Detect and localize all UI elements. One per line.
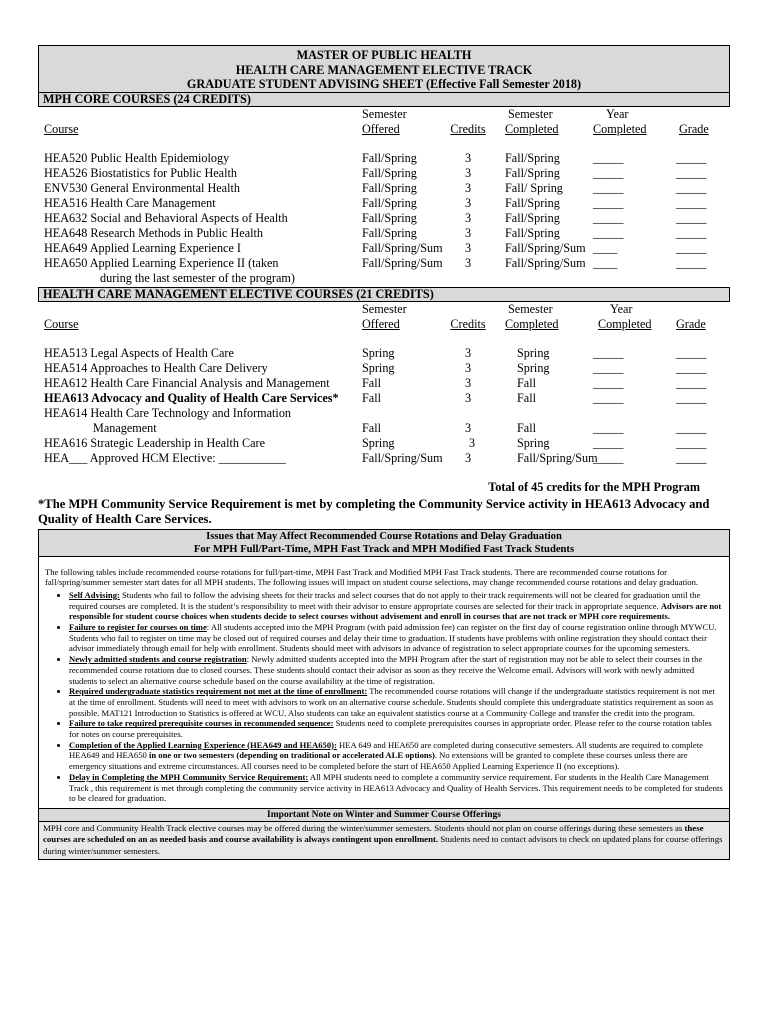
table-row: HEA616 Strategic Leadership in Health Care Spring 3 Spring _____ _____	[44, 435, 707, 450]
table-row: HEA632 Social and Behavioral Aspects of Health Fall/Spring 3 Fall/Spring _____ _____	[44, 210, 707, 225]
core-col-semester2-top: Semester	[508, 106, 553, 121]
table-row: HEA649 Applied Learning Experience I Fall/Spring/Sum 3 Fall/Spring/Sum ____ _____	[44, 240, 707, 255]
core-col-course: Course	[44, 121, 79, 136]
elective-col-credits: Credits	[450, 316, 486, 331]
list-item: • Completion of the Applied Learning Experience (HEA649 and HEA650): HEA 649 and HEA650 are completed during consecutive semesters. All students are required to complete HEA649 and HEA650 in one or two semesters (depending on traditional or accelerated ALE options). No extensions will be granted to complete these courses unless there are emergency situations and extreme circumstances. All courses need to be completed before the start of HEA650 Applied Learning Experience II (no exceptions).	[69, 740, 723, 772]
list-item: • Required undergraduate statistics requirement not met at the time of enrollment: The recommended course rotations will change if the undergraduate statistics requirement is not met at the time of enrollment. Students will need to meet with advisors to work on an alternative course schedule. Students should complete this undergraduate statistics requirement as soon as possible. MAT121 Introduction to Statistics is offered at WCU. Also students can take an equivalent statistics course at a Community College and transfer the credit into the program.	[69, 686, 723, 718]
core-col-year-completed: Completed	[593, 121, 647, 136]
elective-heading: HEALTH CARE MANAGEMENT ELECTIVE COURSES (21 CREDITS)	[38, 287, 730, 302]
community-service-note: *The MPH Community Service Requirement is met by completing the Community Service activity in HEA613 Advocacy and Quality of Health Care Services.	[38, 496, 710, 526]
title-line-1: MASTER OF PUBLIC HEALTH	[296, 48, 472, 62]
table-row: HEA612 Health Care Financial Analysis and Management Fall 3 Fall _____ _____	[44, 375, 707, 390]
list-item: • Failure to take required prerequisite courses in recommended sequence: Students need to complete prerequisites courses in appropriate order. Please refer to the course rotation tables for notes on course prerequisites.	[69, 718, 723, 739]
issues-intro: The following tables include recommended course rotations for full/part-time, MPH Fast Track and Modified MPH Fast Track students. There are recommended course rotations for fall/spring/summer semester start dates for all MPH students. The following issues will impact on student course selections, may change recommended course rotations and delay graduation.	[45, 566, 699, 588]
table-row: HEA614 Health Care Technology and Information	[44, 405, 292, 420]
table-row: ENV530 General Environmental Health Fall/Spring 3 Fall/ Spring _____ _____	[44, 180, 707, 195]
issues-title-2: For MPH Full/Part-Time, MPH Fast Track and MPH Modified Fast Track Students	[193, 543, 575, 555]
core-header-row-1	[38, 107, 730, 122]
core-col-semester-top: Semester	[362, 106, 407, 121]
issues-body	[39, 557, 729, 808]
core-col-grade: Grade	[679, 121, 709, 136]
elective-header-row-1	[38, 302, 730, 317]
core-col-year-top: Year	[606, 106, 629, 121]
title-line-3: GRADUATE STUDENT ADVISING SHEET (Effective Fall Semester 2018)	[186, 77, 582, 91]
elective-col-semester-top: Semester	[362, 301, 407, 316]
elective-col-semester2-top: Semester	[508, 301, 553, 316]
core-table	[38, 107, 730, 287]
elective-col-course: Course	[44, 316, 79, 331]
core-rows	[38, 151, 730, 286]
table-row: HEA516 Health Care Management Fall/Spring 3 Fall/Spring _____ _____	[44, 195, 707, 210]
elective-header-row-2	[38, 317, 730, 332]
table-row: HEA648 Research Methods in Public Health Fall/Spring 3 Fall/Spring _____ _____	[44, 225, 707, 240]
core-col-credits: Credits	[450, 121, 486, 136]
issues-box	[38, 529, 730, 861]
table-row: HEA520 Public Health Epidemiology Fall/Spring 3 Fall/Spring _____ _____	[44, 150, 707, 165]
title-line-2: HEALTH CARE MANAGEMENT ELECTIVE TRACK	[235, 62, 533, 77]
table-row: HEA513 Legal Aspects of Health Care Spring 3 Spring _____ _____	[44, 345, 707, 360]
table-row: HEA___ Approved HCM Elective: ___________ Fall/Spring/Sum 3 Fall/Spring/Sum _____ _____	[44, 450, 707, 465]
list-item: • Newly admitted students and course registration: Newly admitted students accepted into the MPH Program after the start of registration may not be able to select their courses in the recommended course rotations due to closed courses. These students should contact their advisor as soon as they receive the Welcome email. Advisors will work with newly admitted students to select an alternative course schedule based on the course availability at the time of registration.	[69, 654, 723, 686]
table-row: HEA613 Advocacy and Quality of Health Care Services* Fall 3 Fall _____ _____	[44, 390, 707, 405]
table-row-continuation: during the last semester of the program)	[100, 270, 295, 285]
winter-note-body: MPH core and Community Health Track elective courses may be offered during the winter/summer semesters. Students should not plan on course offerings during these semesters as these courses are scheduled on an as needed basis and course availability is always contingent upon enrollment. Students need to contact advisors to check on updated plans for course offerings during winter/summer semesters.	[39, 822, 729, 860]
list-item: • Failure to register for courses on time: All students accepted into the MPH Program (with paid admission fee) can register on the first day of course registration online through MYWCU. Students who fail to register on time may be closed out of required courses and delay their time to graduation. If students have problems with online registration they should contact their advisor immediately through email for help with enrollment. Students should meet with advisors in advance of registration to select appropriate courses for the upcoming semesters.	[69, 622, 723, 654]
core-header-row-2	[38, 122, 730, 137]
elective-col-year-top: Year	[610, 301, 633, 316]
total-credits: Total of 45 credits for the MPH Program	[488, 479, 700, 494]
table-row: HEA526 Biostatistics for Public Health Fall/Spring 3 Fall/Spring _____ _____	[44, 165, 707, 180]
core-col-offered: Offered	[362, 121, 400, 136]
core-heading: MPH CORE COURSES (24 CREDITS)	[38, 92, 730, 107]
issues-heading	[39, 530, 729, 557]
table-row: Management Fall 3 Fall _____ _____	[93, 420, 707, 435]
issues-title-1: Issues that May Affect Recommended Course Rotations and Delay Graduation	[206, 530, 562, 542]
list-item: • Delay in Completing the MPH Community Service Requirement: All MPH students need to complete a community service requirement. For students in the Health Care Management Track , this requirement is met through completing the community service activity in HEA613 Advocacy and Quality of Health Services. This requirement needs to be completed for students to be cleared for graduation.	[69, 772, 723, 804]
table-row: HEA650 Applied Learning Experience II (taken Fall/Spring/Sum 3 Fall/Spring/Sum ____ _____	[44, 255, 707, 270]
elective-col-offered: Offered	[362, 316, 400, 331]
sheet-title	[38, 45, 730, 92]
issues-list	[45, 590, 723, 804]
winter-note-title: Important Note on Winter and Summer Course Offerings	[39, 808, 729, 822]
advising-sheet	[38, 45, 730, 860]
elective-col-grade: Grade	[676, 316, 706, 331]
elective-rows	[38, 346, 730, 466]
elective-col-completed: Completed	[505, 316, 559, 331]
core-col-completed: Completed	[505, 121, 559, 136]
elective-col-year-completed: Completed	[598, 316, 652, 331]
table-row: HEA514 Approaches to Health Care Delivery Spring 3 Spring _____ _____	[44, 360, 707, 375]
elective-table	[38, 302, 730, 474]
list-item: • Self Advising: Students who fail to follow the advising sheets for their tracks and select courses that do not apply to their track requirements will not be cleared for graduation until the required courses are completed. It is the student’s responsibility to meet with their advisor to ensure appropriate courses are selected for their track in appropriate sequence. Advisors are not responsible for student course choices when students decide to select courses without advisement and enroll in courses that are not track or MPH core requirements.	[69, 590, 723, 622]
